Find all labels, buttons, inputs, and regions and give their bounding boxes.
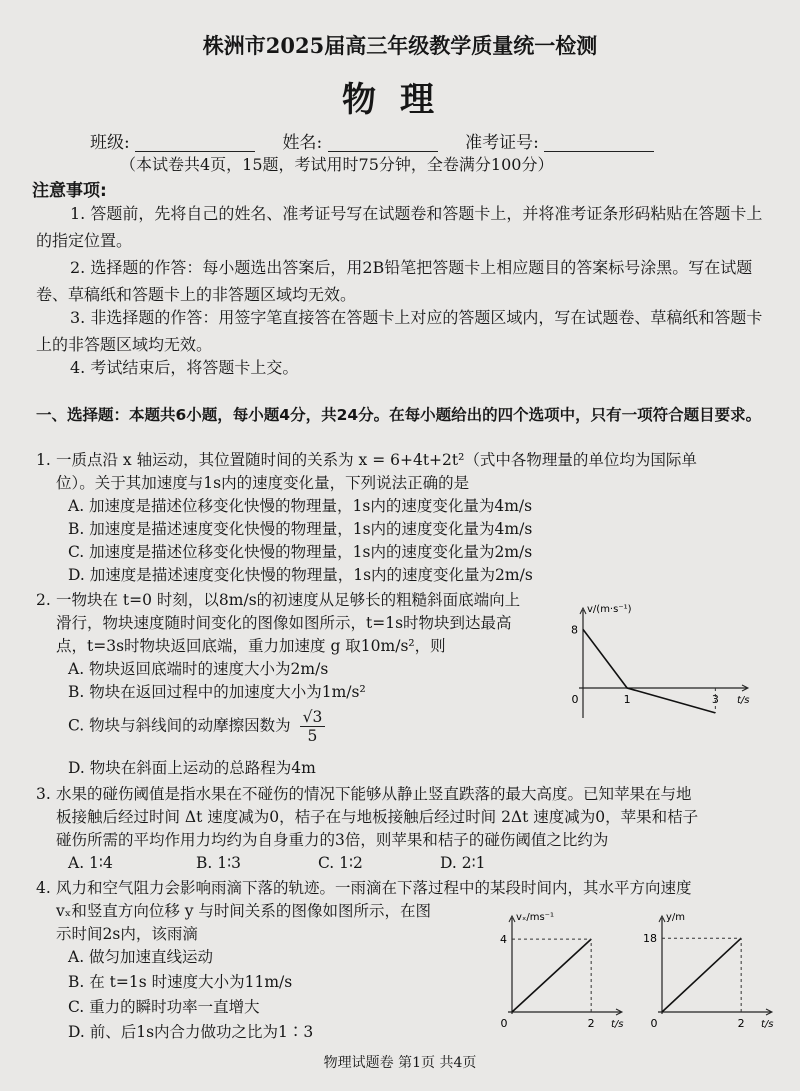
question-4-stem [36, 877, 786, 900]
x-tick-label: 0 [650, 1017, 658, 1030]
y-tick-label: 18 [643, 932, 657, 946]
notes-heading: 注意事项: [32, 181, 107, 201]
y-axis-label: vₓ/ms⁻¹ [516, 912, 554, 923]
question-text: vₓ和竖直方向位移 y 与时间关系的图像如图所示，在图 [56, 902, 431, 920]
x-axis-label: t/s [761, 1019, 774, 1030]
option-b: B. 在 t=1s 时速度大小为11m/s [68, 973, 293, 991]
question-text: 点，t=3s时物块返回底端，重力加速度 g 取10m/s²，则 [56, 637, 446, 655]
question-number: 2. [36, 591, 51, 609]
option-d: D. 物块在斜面上运动的总路程为4m [68, 759, 316, 777]
option-c: C. 重力的瞬时功率一直增大 [68, 998, 260, 1016]
chart-vx-t-q4 [490, 900, 640, 1030]
chart-y-t-q4 [640, 900, 790, 1030]
question-number: 3. [36, 785, 51, 803]
section-heading: 一、选择题：本题共6小题，每小题4分，共24分。在每小题给出的四个选项中，只有一项符合题目要求。 [36, 406, 762, 424]
y-tick-label: 8 [571, 623, 578, 637]
chart-v-t-q2 [565, 592, 775, 732]
option-c: C. 加速度是描述位移变化快慢的物理量，1s内的速度变化量为2m/s [68, 543, 533, 561]
y-tick-label: 4 [500, 933, 507, 947]
fraction-denominator: 5 [307, 727, 318, 745]
name-field[interactable] [328, 135, 438, 152]
question-number: 4. [36, 879, 51, 897]
series-line [512, 939, 591, 1012]
note-item: 4. 考试结束后，将答题卡上交。 [70, 358, 299, 377]
option-d: D. 加速度是描述速度变化快慢的物理量，1s内的速度变化量为2m/s [68, 566, 533, 584]
option-b: B. 物块在返回过程中的加速度大小为1m/s² [68, 683, 366, 701]
class-label: 班级: [90, 133, 130, 153]
question-text: 一物块在 t=0 时刻，以8m/s的初速度从足够长的粗糙斜面底端向上 [56, 591, 521, 609]
option-b: B. 加速度是描述速度变化快慢的物理量，1s内的速度变化量为4m/s [68, 520, 533, 538]
student-info-fields [90, 128, 654, 153]
y-axis-label: y/m [666, 912, 686, 923]
x-axis-label: t/s [611, 1019, 624, 1030]
note-item: 2. 选择题的作答：每小题选出答案后，用2B铅笔把答题卡上相应题目的答案标号涂黑。写在试题卷、草稿纸和答题卡上的非答题区域均无效。 [36, 258, 753, 304]
x-tick-label: 3 [711, 693, 719, 706]
question-text: 一质点沿 x 轴运动，其位置随时间的关系为 x = 6+4t+2t²（式中各物理量的单位均为国际单 [56, 451, 697, 469]
x-tick-label: 1 [623, 693, 631, 706]
option-a: A. 1∶4 [68, 854, 113, 872]
name-label: 姓名: [282, 133, 323, 153]
x-tick-label: 2 [587, 1017, 595, 1030]
page-footer: 物理试题卷 第1页 共4页 [323, 1055, 477, 1071]
fraction [300, 708, 326, 745]
x-axis-label: t/s [737, 695, 750, 706]
option-d: D. 2∶1 [440, 854, 486, 872]
question-text: 位）。关于其加速度与1s内的速度变化量，下列说法正确的是 [56, 474, 470, 492]
exam-title: 株洲市2025届高三年级教学质量统一检测 [202, 33, 598, 58]
y-axis-label: v/(m·s⁻¹) [587, 604, 632, 615]
series-line [583, 629, 715, 713]
exam-meta: （本试卷共4页，15题，考试用时75分钟，全卷满分100分） [120, 155, 554, 174]
question-number: 1. [36, 451, 51, 469]
x-tick-label: 0 [500, 1017, 508, 1030]
question-text: 板接触后经过时间 Δt 速度减为0，桔子在与地板接触后经过时间 2Δt 速度减为0，苹果和桔子 [56, 808, 699, 826]
series-line [662, 938, 741, 1012]
id-label: 准考证号: [465, 133, 539, 153]
question-text: 滑行，物块速度随时间变化的图像如图所示，t=1s时物块到达最高 [56, 614, 512, 632]
question-text: 风力和空气阻力会影响雨滴下落的轨迹。一雨滴在下落过程中的某段时间内，其水平方向速度 [56, 879, 692, 897]
option-c-text: C. 物块与斜线间的动摩擦因数为 [68, 716, 291, 735]
x-tick-label: 2 [737, 1017, 745, 1030]
question-text: 水果的碰伤阈值是指水果在不碰伤的情况下能够从静止竖直跌落的最大高度。已知苹果在与地 [56, 785, 692, 803]
option-b: B. 1∶3 [196, 854, 242, 872]
option-a: A. 做匀加速直线运动 [68, 948, 214, 966]
exam-id-field[interactable] [544, 135, 654, 152]
class-field[interactable] [135, 135, 255, 152]
option-c: C. 1∶2 [318, 854, 363, 872]
fraction-numerator: √3 [300, 708, 326, 727]
question-text: 碰伤所需的平均作用力均约为自身重力的3倍，则苹果和桔子的碰伤阈值之比约为 [56, 831, 609, 849]
option-a: A. 物块返回底端时的速度大小为2m/s [68, 660, 329, 678]
subject-title: 物理 [342, 80, 458, 120]
option-c [68, 708, 325, 745]
option-a: A. 加速度是描述位移变化快慢的物理量，1s内的速度变化量为4m/s [68, 497, 533, 515]
option-d: D. 前、后1s内合力做功之比为1∶3 [68, 1023, 314, 1041]
note-item: 1. 答题前，先将自己的姓名、准考证号写在试题卷和答题卡上，并将准考证条形码粘贴在答题卡上的指定位置。 [36, 204, 763, 250]
x-tick-label: 0 [571, 693, 579, 706]
note-item: 3. 非选择题的作答：用签字笔直接答在答题卡上对应的答题区域内，写在试题卷、草稿纸和答题卡上的非答题区域均无效。 [36, 308, 763, 354]
question-1-stem [36, 449, 786, 472]
question-text: 示时间2s内，该雨滴 [56, 925, 198, 943]
question-3-stem [36, 783, 786, 806]
